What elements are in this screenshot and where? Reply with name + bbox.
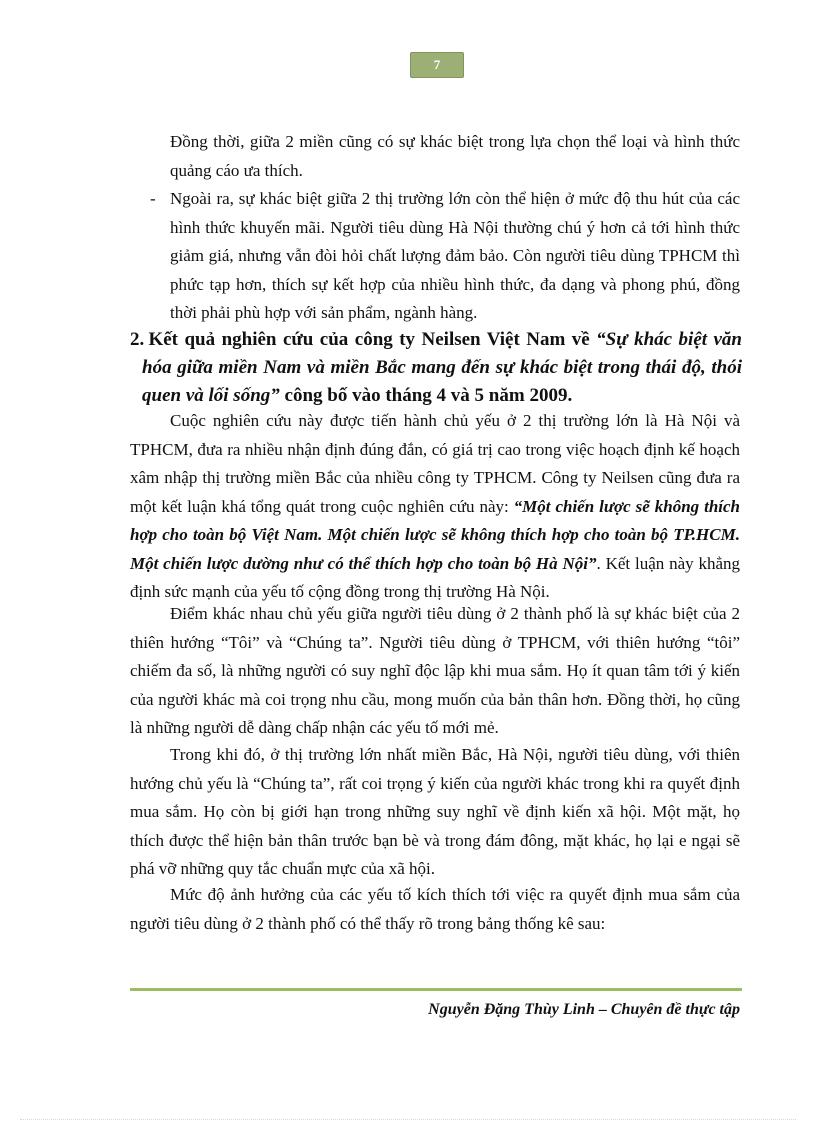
research-text-end: . Kết luận này khẳng định sức mạnh của yếu tố cộng đồng trong thị trường Hà Nội.	[130, 553, 740, 601]
heading-tail: công bố vào tháng 4 và 5 năm 2009.	[279, 385, 573, 406]
heading-quote: “Sự khác biệt văn hóa giữa miền Nam và miền Bắc mang đến sự khác biệt trong thái độ, thói quen và lối sống”	[142, 329, 742, 406]
paragraph-hanoi: Trong khi đó, ở thị trường lớn nhất miền Bắc, Hà Nội, người tiêu dùng, với thiên hướng chủ yếu là “Chúng ta”, rất coi trọng ý kiến của người khác trong khi ra quyết định mua sắm. Họ còn bị giới hạn trong những suy nghĩ về định kiến xã hội. Một mặt, họ thích được thể hiện bản thân trước bạn bè và trong đám đông, mặt khác, họ lại e ngại sẽ phá vỡ những quy tắc chuẩn mực của xã hội.	[130, 745, 740, 878]
paragraph-advertising: Đồng thời, giữa 2 miền cũng có sự khác biệt trong lựa chọn thể loại và hình thức quảng cáo ưa thích.	[170, 132, 740, 180]
paragraph-research	[130, 407, 740, 607]
section-number: 2.	[130, 329, 145, 350]
page-edge-line	[20, 1119, 796, 1121]
heading-lead: Kết quả nghiên cứu của công ty Neilsen Việt Nam về	[148, 329, 597, 350]
bullet-dash: -	[150, 189, 156, 208]
footer-divider	[130, 988, 742, 991]
research-quote: “Một chiến lược sẽ không thích hợp cho toàn bộ Việt Nam. Một chiến lược sẽ không thích hợp cho toàn bộ TP.HCM. Một chiến lược dường như có thể thích hợp cho toàn bộ Hà Nội”	[130, 496, 740, 573]
page-number-badge: 7	[410, 52, 464, 78]
research-text-start: Cuộc nghiên cứu này được tiến hành chủ yếu ở 2 thị trường lớn là Hà Nội và TPHCM, đưa ra nhiều nhận định đúng đắn, có giá trị cao trong việc hoạch định kế hoạch xâm nhập thị trường miền Bắc của nhiều công ty TPHCM. Công ty Neilsen cũng đưa ra một kết luận khá tổng quát trong cuộc nghiên cứu này:	[130, 411, 740, 516]
paragraph-promotions: Ngoài ra, sự khác biệt giữa 2 thị trường lớn còn thể hiện ở mức độ thu hút của các hình thức khuyến mãi. Người tiêu dùng Hà Nội thường chú ý hơn cả tới hình thức giảm giá, nhưng vẫn đòi hỏi chất lượng đảm bảo. Còn người tiêu dùng TPHCM thì phức tạp hơn, thích sự kết hợp của nhiều hình thức, đa dạng và phong phú, đồng thời phải phù hợp với sản phẩm, ngành hàng.	[170, 189, 740, 322]
paragraph-statistics-intro: Mức độ ảnh hưởng của các yếu tố kích thích tới việc ra quyết định mua sắm của người tiêu dùng ở 2 thành phố có thể thấy rõ trong bảng thống kê sau:	[130, 885, 740, 933]
paragraph-toi-chung-ta: Điểm khác nhau chủ yếu giữa người tiêu dùng ở 2 thành phố là sự khác biệt của 2 thiên hướng “Tôi” và “Chúng ta”. Người tiêu dùng ở TPHCM, với thiên hướng “tôi” chiếm đa số, là những người có suy nghĩ độc lập khi mua sắm. Họ ít quan tâm tới ý kiến của người khác mà coi trọng nhu cầu, mong muốn của bản thân hơn. Đồng thời, họ cũng là những người dễ dàng chấp nhận các yếu tố mới mẻ.	[130, 604, 740, 737]
footer-author: Nguyễn Đặng Thùy Linh – Chuyên đề thực tập	[428, 1001, 740, 1018]
section-heading	[130, 326, 742, 410]
